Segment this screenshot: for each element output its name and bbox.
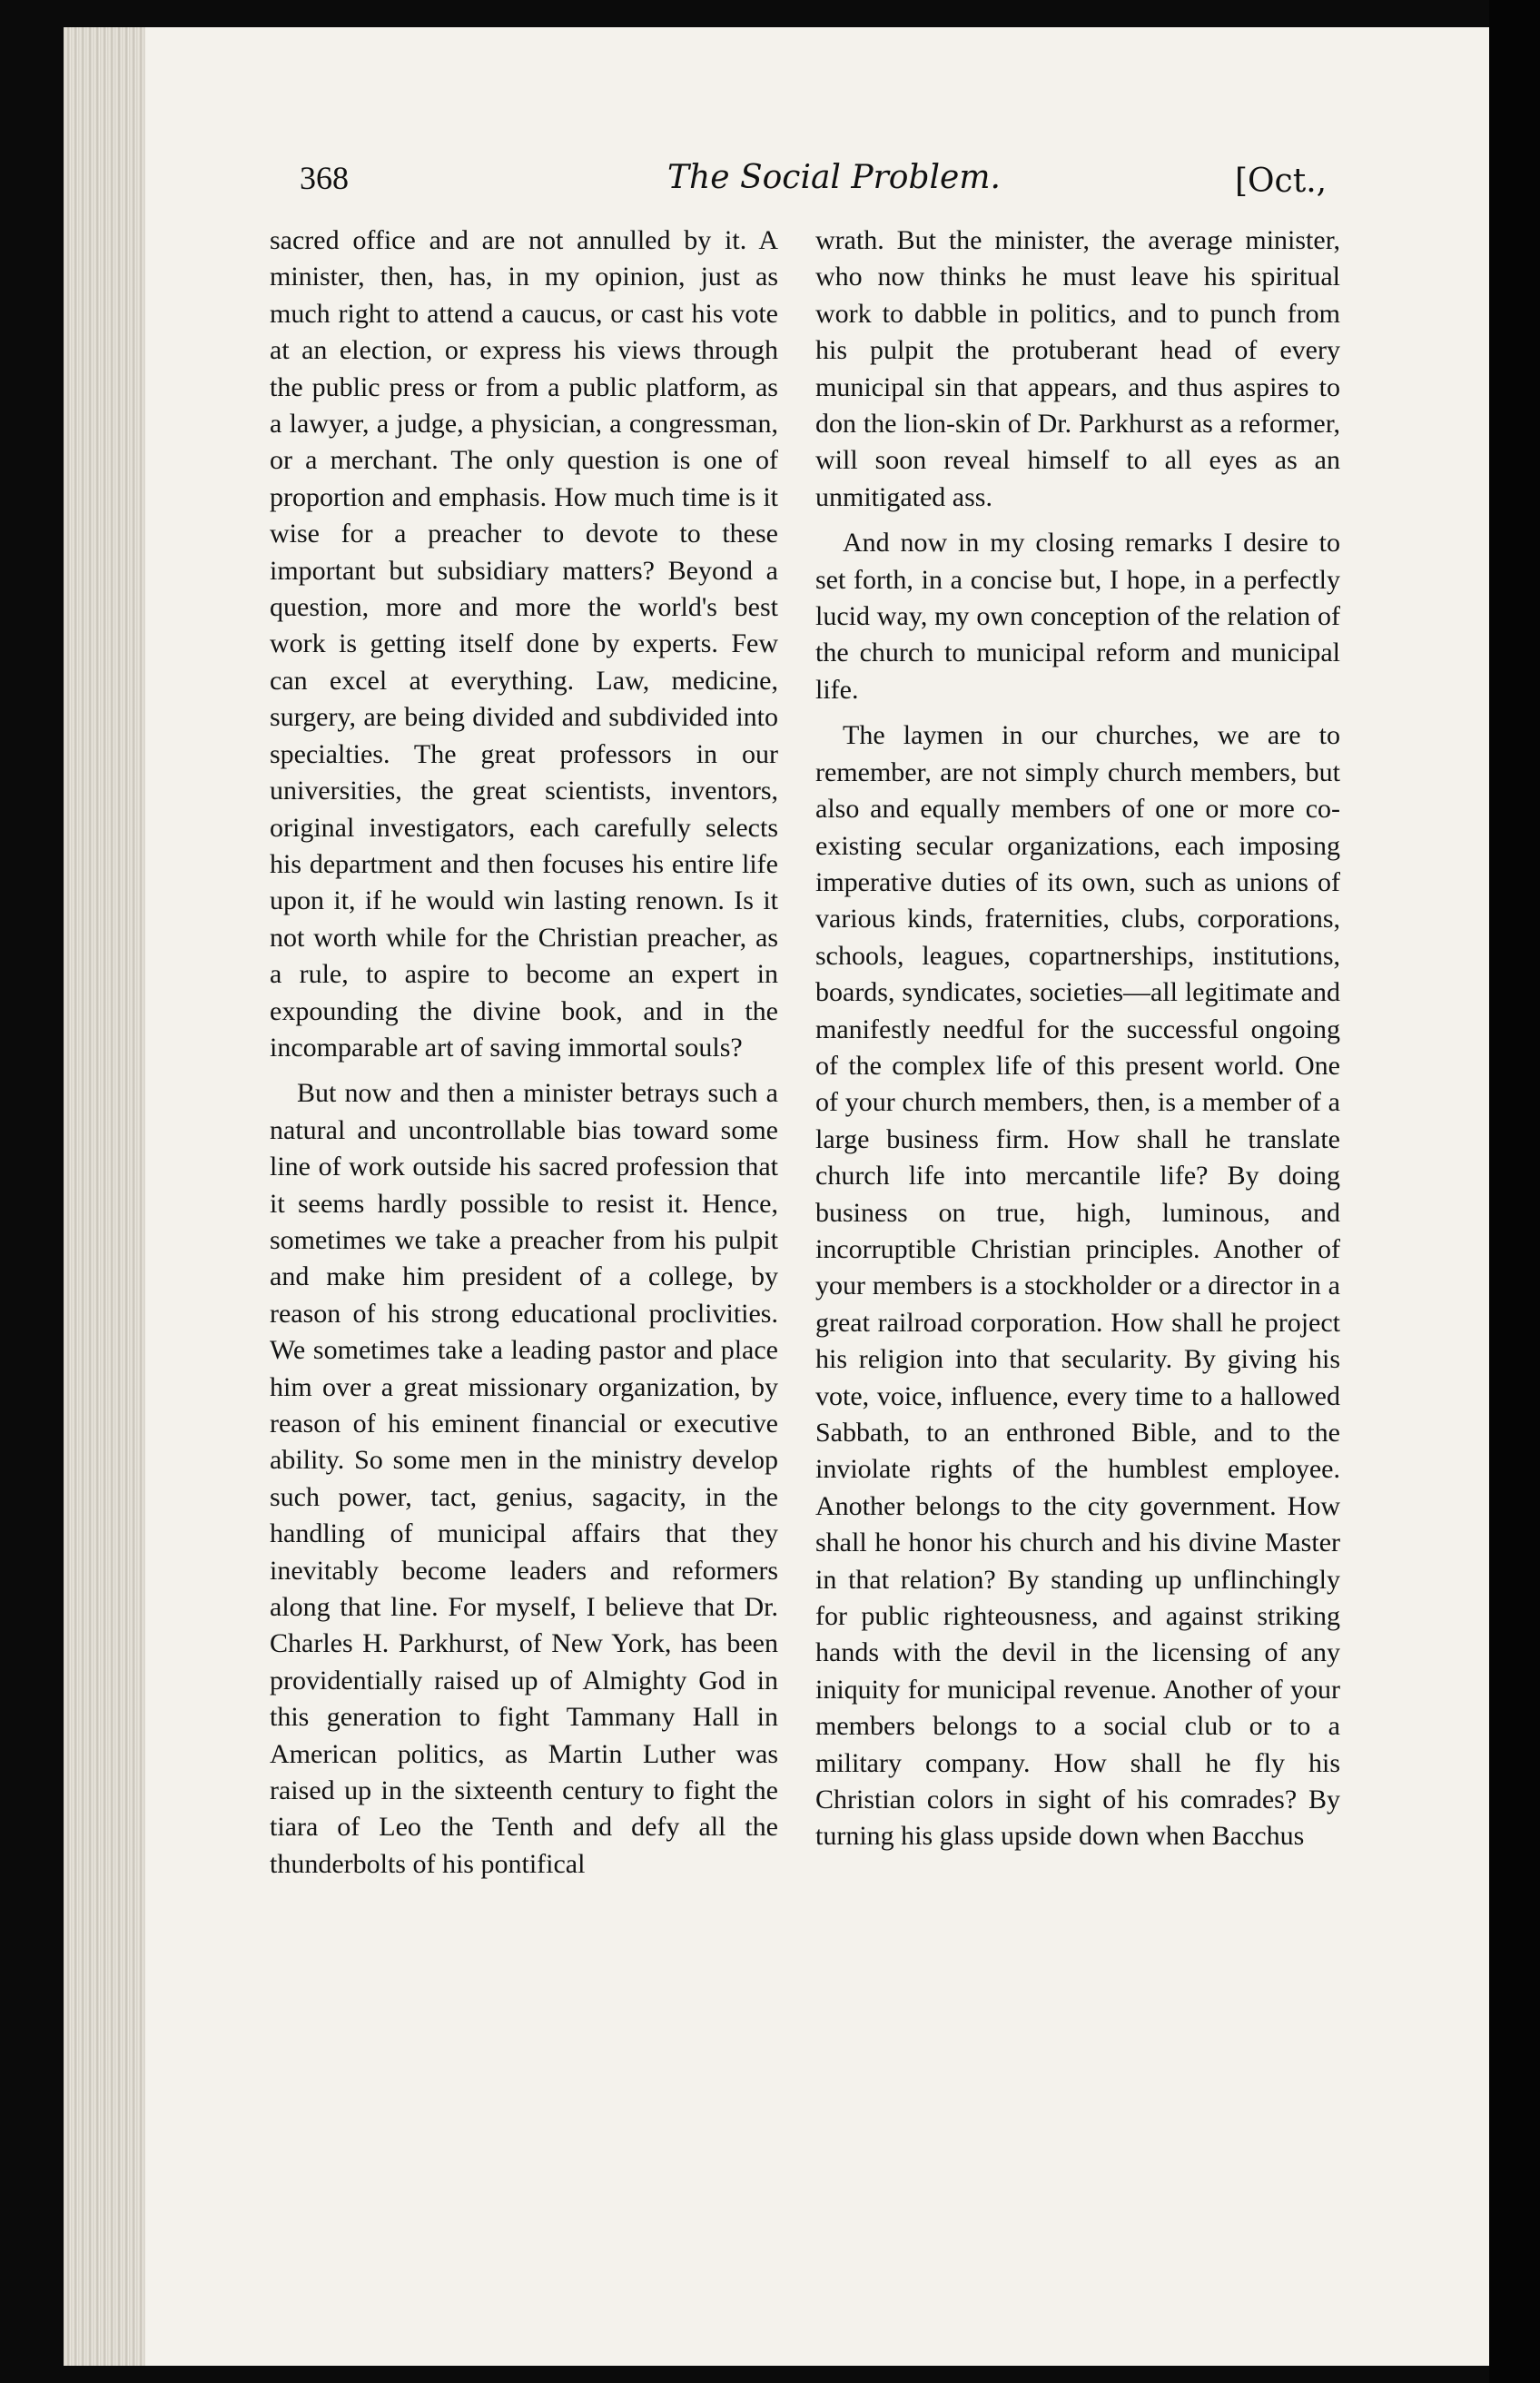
paragraph: But now and then a minister betrays such a natural and uncontrollable bias toward some line of work outside his sacred profession that it seems hardly possible to resist it. Hence, sometimes we take a preacher from his pulpit and make him president of a college, by reason of his strong educational proclivities. We sometimes take a leading pastor and place him over a great missionary organization, by reason of his eminent financial or executive ability. So some men in the ministry develop such power, tact, genius, sagacity, in the handling of municipal affairs that they inevitably become leaders and reformers along that line. For myself, I believe that Dr. Charles H. Parkhurst, of New York, has been providentially raised up of Almighty God in this generation to fight Tammany Hall in American politics, as Martin Luther was raised up in the sixteenth century to fight the tiara of Leo the Tenth and defy all the thunderbolts of his pontifical <box>270 1078 778 1879</box>
running-title: The Social Problem. <box>667 159 1001 196</box>
paragraph: And now in my closing remarks I desire to set forth, in a concise but, I hope, in a perfectly lucid way, my own conception of the relation of the church to municipal reform and municipal life. <box>815 528 1340 705</box>
scan-border <box>1489 0 1540 2383</box>
page-number: 368 <box>300 160 349 196</box>
running-header <box>291 159 1344 213</box>
right-column <box>815 222 1340 1855</box>
page-stack-edge <box>64 27 145 2366</box>
paragraph: The laymen in our churches, we are to remember, are not simply church members, but also and equally members of one or more co-existing secular organizations, each imposing imperative duties of its own, such as unions of various kinds, fraternities, clubs, corporations, schools, leagues, copartnerships, institutions, boards, syndicates, societies—all legitimate and manifestly needful for the successful ongoing of the complex life of this present world. One of your church members, then, is a member of a large business firm. How shall he translate church life into mercantile life? By doing business on true, high, luminous, and incorruptible Christian principles. Another of your members is a stockholder or a director in a great railroad corporation. How shall he project his religion into that secularity. By giving his vote, voice, influence, every time to a hallowed Sabbath, to an enthroned Bible, and to the inviolate rights of the humblest employee. Another belongs to the city government. How shall he honor his church and his divine Master in that relation? By standing up unflinchingly for public righteousness, and against striking hands with the devil in the licensing of any iniquity for municipal revenue. Another of your members belongs to a social club or to a military company. How shall he fly his Christian colors in sight of his comrades? By turning his glass upside down when Bacchus <box>815 720 1340 1852</box>
paragraph: sacred office and are not annulled by it. A minister, then, has, in my opinion, just as much right to attend a caucus, or cast his vote at an election, or express his views through the public press or from a public platform, as a lawyer, a judge, a physician, a congressman, or a merchant. The only question is one of proportion and emphasis. How much time is it wise for a preacher to devote to these important but subsidiary matters? Beyond a question, more and more the world's best work is getting itself done by experts. Few can excel at everything. Law, medicine, surgery, are being divided and subdivided into specialties. The great professors in our universities, the great scientists, inventors, original investigators, each carefully selects his department and then focuses his entire life upon it, if he would win lasting renown. Is it not worth while for the Christian preacher, as a rule, to aspire to become an expert in expounding the divine book, and in the incomparable art of saving immortal souls? <box>270 225 778 1063</box>
paragraph: wrath. But the minister, the average minister, who now thinks he must leave his spiritual work to dabble in politics, and to punch from his pulpit the protuberant head of every municipal sin that appears, and thus aspires to don the lion-skin of Dr. Parkhurst as a reformer, will soon reveal himself to all eyes as an unmitigated ass. <box>815 225 1340 512</box>
issue-month: [Oct., <box>1235 163 1328 200</box>
left-column <box>270 222 778 1883</box>
